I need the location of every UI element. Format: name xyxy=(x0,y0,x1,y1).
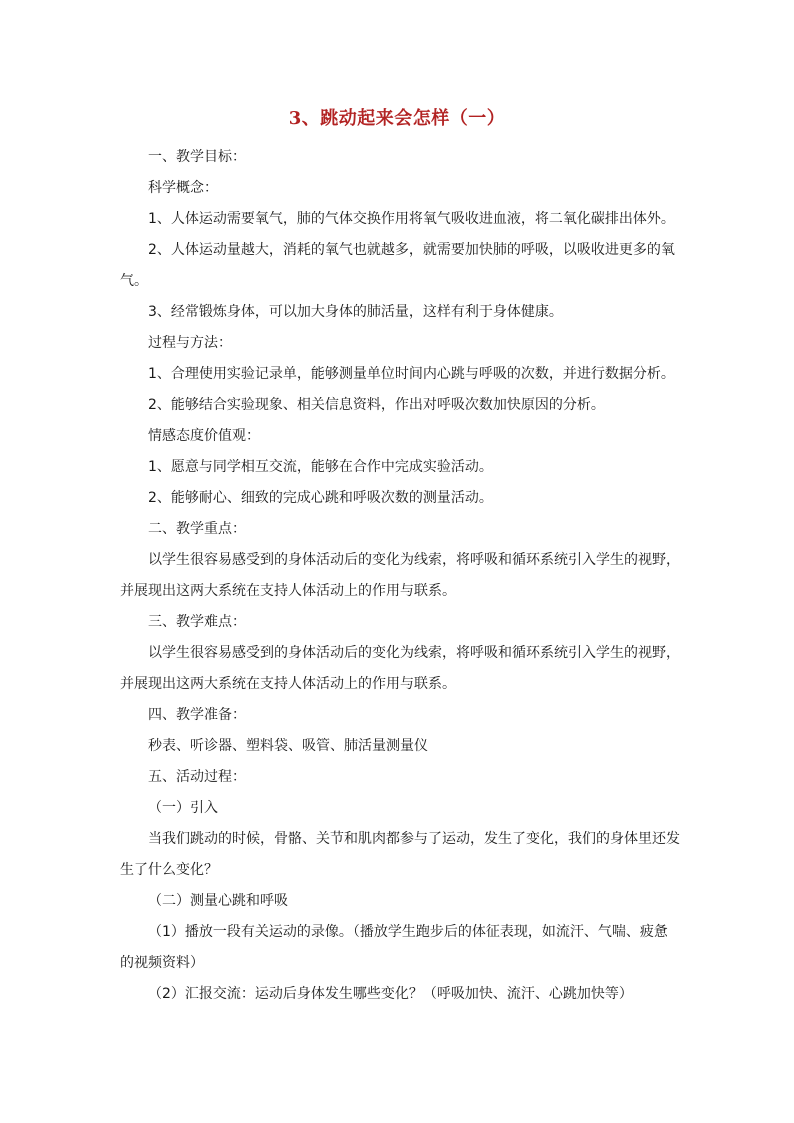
list-item: 3、经常锻炼身体，可以加大身体的肺活量，这样有利于身体健康。 xyxy=(148,304,563,320)
list-item: 2、能够结合实验现象、相关信息资料，作出对呼吸次数加快原因的分析。 xyxy=(148,397,605,413)
section-heading: 五、活动过程： xyxy=(148,769,246,785)
list-item: 2、人体运动量越大，消耗的氧气也就越多，就需要加快肺的呼吸，以吸收进更多的氧气。 xyxy=(120,242,675,289)
subsection-heading: （一）引入 xyxy=(148,800,218,816)
subsection-heading: 情感态度价值观： xyxy=(148,428,260,444)
section-heading: 三、教学难点： xyxy=(148,614,246,630)
body-paragraph: 秒表、听诊器、塑料袋、吸管、肺活量测量仪 xyxy=(148,738,428,754)
subsection-heading: 科学概念： xyxy=(148,180,218,196)
body-paragraph: 以学生很容易感受到的身体活动后的变化为线索，将呼吸和循环系统引入学生的视野，并展现出这两大系统在支持人体活动上的作用与联系。 xyxy=(120,552,680,599)
section-heading: 四、教学准备： xyxy=(148,707,246,723)
subsection-heading: （二）测量心跳和呼吸 xyxy=(148,893,288,909)
list-item: 2、能够耐心、细致的完成心跳和呼吸次数的测量活动。 xyxy=(148,490,493,506)
section-heading: 二、教学重点： xyxy=(148,521,246,537)
list-item: 1、愿意与同学相互交流，能够在合作中完成实验活动。 xyxy=(148,459,493,475)
list-item: 1、人体运动需要氧气，肺的气体交换作用将氧气吸收进血液，将二氧化碳排出体外。 xyxy=(148,211,675,227)
body-paragraph: （1）播放一段有关运动的录像。（播放学生跑步后的体征表现，如流汗、气喘、疲惫的视频资料） xyxy=(120,924,668,971)
body-paragraph: 以学生很容易感受到的身体活动后的变化为线索，将呼吸和循环系统引入学生的视野，并展现出这两大系统在支持人体活动上的作用与联系。 xyxy=(120,645,680,692)
document-body xyxy=(120,142,680,1010)
body-paragraph: （2）汇报交流：运动后身体发生哪些变化？（呼吸加快、流汗、心跳加快等） xyxy=(148,986,633,1002)
body-paragraph: 当我们跳动的时候，骨骼、关节和肌肉都参与了运动，发生了变化，我们的身体里还发生了什么变化？ xyxy=(120,831,680,878)
list-item: 1、合理使用实验记录单，能够测量单位时间内心跳与呼吸的次数，并进行数据分析。 xyxy=(148,366,675,382)
subsection-heading: 过程与方法： xyxy=(148,335,232,351)
section-heading: 一、教学目标： xyxy=(148,149,246,165)
document-title: 3、跳动起来会怎样（一） xyxy=(288,108,506,129)
